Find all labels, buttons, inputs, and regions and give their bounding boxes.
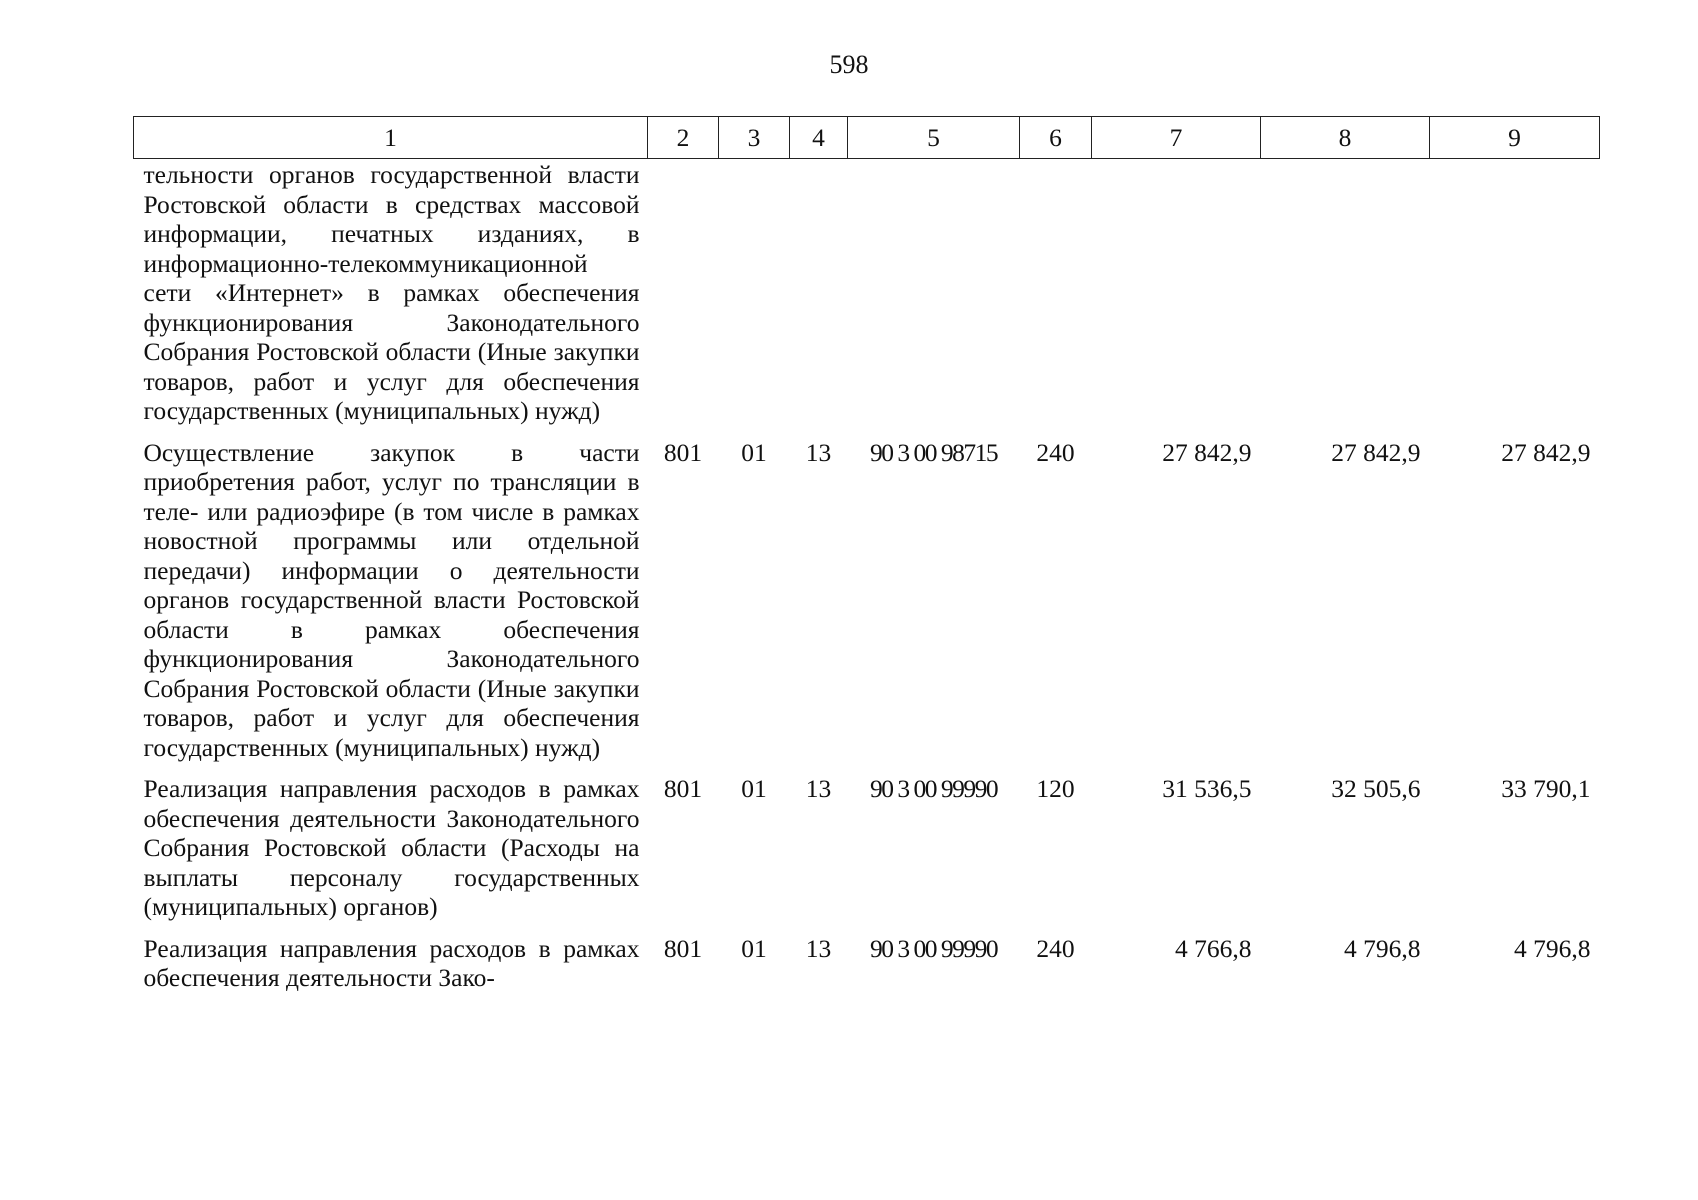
table-header-row — [134, 117, 1600, 159]
header-cell: 8 — [1261, 117, 1430, 159]
row-ministry-code — [648, 159, 719, 426]
table-row — [134, 922, 1600, 993]
row-target-code — [848, 159, 1020, 426]
page-number: 598 — [829, 50, 869, 79]
table-row — [134, 762, 1600, 922]
row-ministry-code: 801 — [663, 437, 703, 467]
row-section-code — [719, 159, 790, 426]
row-amount-col9: 4 796,8 — [1514, 933, 1591, 963]
row-subsection-code — [790, 159, 848, 426]
row-target-code: 90 3 00 99990 — [869, 933, 998, 963]
row-subsection-code: 13 — [805, 774, 832, 803]
row-expense-type-code: 240 — [1036, 437, 1075, 467]
row-subsection-code: 13 — [805, 933, 832, 963]
budget-table — [133, 116, 1600, 993]
row-amount-col8: 27 842,9 — [1331, 437, 1421, 467]
row-subsection-code: 13 — [805, 437, 832, 467]
header-cell: 4 — [790, 117, 848, 159]
row-amount-col8: 4 796,8 — [1344, 933, 1421, 963]
header-cell: 1 — [134, 117, 648, 159]
row-description: Осуществление закупок в части приобретения работ, услуг по трансляции в теле- или радиоэфире (в том числе в рамках новостной программы или отдельной передачи) информации о деятельности органов государственной власти Ростовской области в рамках обеспечения функционирования Законодательного Собрания Ростовской области (Иные закупки товаров, работ и услуг для обеспечения государственных (муниципальных) нужд) — [143, 437, 640, 762]
row-ministry-code: 801 — [663, 933, 703, 963]
row-amount-col7: 31 536,5 — [1162, 774, 1252, 803]
row-expense-type-code: 120 — [1036, 774, 1075, 803]
row-section-code: 01 — [741, 437, 767, 467]
row-target-code: 90 3 00 98715 — [869, 437, 998, 467]
row-amount-col7 — [1092, 159, 1261, 426]
row-amount-col9: 27 842,9 — [1501, 437, 1591, 467]
header-cell: 9 — [1430, 117, 1600, 159]
row-section-code: 01 — [741, 774, 767, 803]
table-row — [134, 159, 1600, 426]
row-description: Реализация направления расходов в рамках обеспечения деятельности Зако- — [143, 933, 640, 992]
row-expense-type-code — [1020, 159, 1092, 426]
row-section-code: 01 — [741, 933, 767, 963]
row-ministry-code: 801 — [663, 774, 703, 803]
row-amount-col8: 32 505,6 — [1331, 774, 1421, 803]
row-expense-type-code: 240 — [1036, 933, 1075, 963]
header-cell: 3 — [719, 117, 790, 159]
row-amount-col9 — [1430, 159, 1600, 426]
row-description: тельности органов государственной власти Ростовской области в средствах массовой информации, печатных изданиях, в информационно-телекоммуникационной сети «Интернет» в рамках обеспечения функционирования Законодательного Собрания Ростовской области (Иные закупки товаров, работ и услуг для обеспечения государственных (муниципальных) нужд) — [143, 160, 640, 425]
row-target-code: 90 3 00 99990 — [869, 774, 998, 803]
header-cell: 6 — [1020, 117, 1092, 159]
row-amount-col7: 4 766,8 — [1175, 933, 1252, 963]
row-description: Реализация направления расходов в рамках обеспечения деятельности Законодательного Собрания Ростовской области (Расходы на выплаты персоналу государственных (муниципальных) органов) — [143, 774, 640, 921]
row-amount-col9: 33 790,1 — [1501, 774, 1591, 803]
table-row — [134, 426, 1600, 763]
header-cell: 7 — [1092, 117, 1261, 159]
header-cell: 2 — [648, 117, 719, 159]
header-cell: 5 — [848, 117, 1020, 159]
row-amount-col8 — [1261, 159, 1430, 426]
row-amount-col7: 27 842,9 — [1162, 437, 1252, 467]
